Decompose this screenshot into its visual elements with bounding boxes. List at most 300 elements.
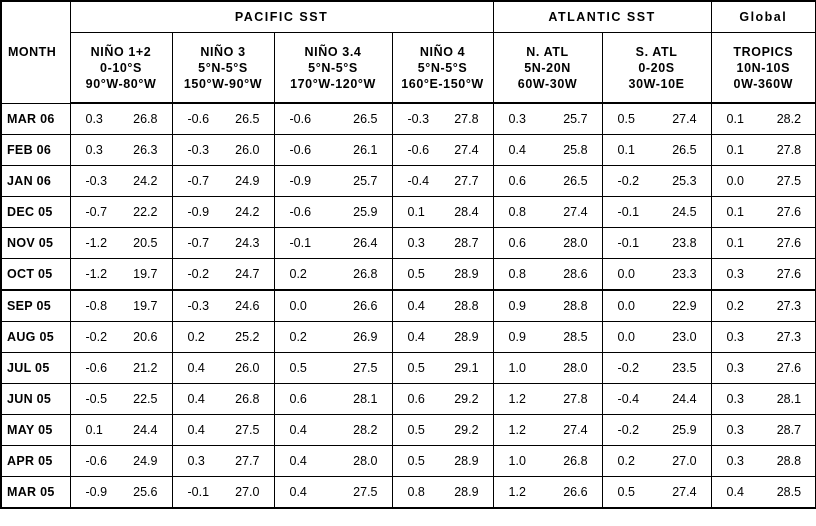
temperature-value: 19.7 xyxy=(133,267,158,281)
temperature-value: 25.8 xyxy=(563,143,588,157)
value-cell xyxy=(274,259,392,291)
temperature-value: 20.6 xyxy=(133,330,158,344)
temperature-value: 22.9 xyxy=(672,299,697,313)
temperature-value: 26.6 xyxy=(353,299,378,313)
value-cell xyxy=(493,477,602,509)
value-cell xyxy=(711,228,816,259)
temperature-value: 27.6 xyxy=(776,361,802,375)
anomaly-value: 1.0 xyxy=(508,454,526,468)
anomaly-value: 0.3 xyxy=(726,454,744,468)
value-cell xyxy=(392,446,493,477)
value-cell xyxy=(711,446,816,477)
value-cell xyxy=(172,290,274,322)
temperature-value: 27.5 xyxy=(776,174,802,188)
temperature-value: 23.8 xyxy=(672,236,697,250)
temperature-value: 28.9 xyxy=(454,485,479,499)
anomaly-value: -0.4 xyxy=(407,174,430,188)
value-cell xyxy=(392,103,493,135)
region-name: NIÑO 3.4 xyxy=(304,44,362,59)
anomaly-value: -0.1 xyxy=(617,236,640,250)
anomaly-value: 0.1 xyxy=(726,112,744,126)
anomaly-value: 0.1 xyxy=(726,205,744,219)
value-cell xyxy=(493,415,602,446)
temperature-value: 27.4 xyxy=(563,205,588,219)
anomaly-value: -0.6 xyxy=(187,112,210,126)
anomaly-value: 0.3 xyxy=(187,454,205,468)
anomaly-value: 0.6 xyxy=(407,392,425,406)
temperature-value: 27.8 xyxy=(776,143,802,157)
value-cell xyxy=(493,446,602,477)
value-cell xyxy=(274,384,392,415)
value-cell xyxy=(493,166,602,197)
anomaly-value: 0.1 xyxy=(617,143,635,157)
temperature-value: 26.5 xyxy=(563,174,588,188)
anomaly-value: 0.5 xyxy=(407,423,425,437)
value-cell xyxy=(493,259,602,291)
temperature-value: 26.9 xyxy=(353,330,378,344)
value-cell xyxy=(392,384,493,415)
table-row xyxy=(1,384,816,415)
month-cell: DEC 05 xyxy=(1,197,70,228)
anomaly-value: 0.4 xyxy=(187,392,205,406)
temperature-value: 24.4 xyxy=(672,392,697,406)
anomaly-value: -0.2 xyxy=(617,361,640,375)
anomaly-value: 0.5 xyxy=(407,361,425,375)
month-cell: MAY 05 xyxy=(1,415,70,446)
anomaly-value: -0.2 xyxy=(617,174,640,188)
temperature-value: 26.5 xyxy=(353,112,378,126)
anomaly-value: 0.0 xyxy=(617,299,635,313)
atlantic-sst-group-header: ATLANTIC SST xyxy=(493,1,711,33)
temperature-value: 28.1 xyxy=(776,392,802,406)
anomaly-value: 0.9 xyxy=(508,299,526,313)
anomaly-value: -0.2 xyxy=(187,267,210,281)
anomaly-value: 0.3 xyxy=(726,330,744,344)
temperature-value: 26.8 xyxy=(563,454,588,468)
anomaly-value: -0.6 xyxy=(289,205,312,219)
table-row xyxy=(1,353,816,384)
value-cell xyxy=(172,166,274,197)
region-header-nino34 xyxy=(274,33,392,104)
value-cell xyxy=(602,166,711,197)
value-cell xyxy=(70,135,172,166)
anomaly-value: -0.1 xyxy=(187,485,210,499)
temperature-value: 29.1 xyxy=(454,361,479,375)
temperature-value: 22.5 xyxy=(133,392,158,406)
value-cell xyxy=(392,259,493,291)
value-cell xyxy=(392,197,493,228)
temperature-value: 27.8 xyxy=(454,112,479,126)
value-cell xyxy=(493,290,602,322)
temperature-value: 27.0 xyxy=(235,485,260,499)
month-cell: FEB 06 xyxy=(1,135,70,166)
anomaly-value: -1.2 xyxy=(85,236,108,250)
value-cell xyxy=(274,322,392,353)
anomaly-value: 0.8 xyxy=(407,485,425,499)
anomaly-value: 0.4 xyxy=(289,485,307,499)
value-cell xyxy=(172,322,274,353)
month-cell: MAR 05 xyxy=(1,477,70,509)
anomaly-value: -1.2 xyxy=(85,267,108,281)
region-lon: 0W-360W xyxy=(733,76,794,91)
temperature-value: 28.8 xyxy=(563,299,588,313)
temperature-value: 29.2 xyxy=(454,392,479,406)
temperature-value: 26.4 xyxy=(353,236,378,250)
temperature-value: 27.8 xyxy=(563,392,588,406)
value-cell xyxy=(70,290,172,322)
region-lat: 0-10°S xyxy=(100,60,142,75)
table-row xyxy=(1,228,816,259)
value-cell xyxy=(493,135,602,166)
value-cell xyxy=(711,477,816,509)
value-cell xyxy=(602,290,711,322)
value-cell xyxy=(70,166,172,197)
value-cell xyxy=(172,103,274,135)
temperature-value: 28.2 xyxy=(776,112,802,126)
value-cell xyxy=(274,477,392,509)
anomaly-value: 0.3 xyxy=(85,143,103,157)
region-lat: 5°N-5°S xyxy=(308,60,358,75)
anomaly-value: 0.3 xyxy=(726,361,744,375)
group-header-row xyxy=(1,1,816,33)
table-row xyxy=(1,135,816,166)
temperature-value: 27.3 xyxy=(776,330,802,344)
table-row xyxy=(1,322,816,353)
anomaly-value: 0.5 xyxy=(407,454,425,468)
value-cell xyxy=(602,477,711,509)
anomaly-value: -0.9 xyxy=(187,205,210,219)
value-cell xyxy=(274,290,392,322)
value-cell xyxy=(172,446,274,477)
value-cell xyxy=(711,135,816,166)
anomaly-value: 0.9 xyxy=(508,330,526,344)
temperature-value: 25.9 xyxy=(353,205,378,219)
value-cell xyxy=(172,228,274,259)
anomaly-value: -0.3 xyxy=(187,299,210,313)
region-lat: 5°N-5°S xyxy=(198,60,248,75)
temperature-value: 27.7 xyxy=(454,174,479,188)
temperature-value: 26.5 xyxy=(672,143,697,157)
value-cell xyxy=(70,353,172,384)
temperature-value: 25.7 xyxy=(563,112,588,126)
anomaly-value: 0.5 xyxy=(407,267,425,281)
value-cell xyxy=(602,415,711,446)
anomaly-value: 0.0 xyxy=(289,299,307,313)
value-cell xyxy=(602,135,711,166)
anomaly-value: -0.3 xyxy=(187,143,210,157)
temperature-value: 24.5 xyxy=(672,205,697,219)
anomaly-value: -0.2 xyxy=(85,330,108,344)
pacific-sst-group-header: PACIFIC SST xyxy=(70,1,493,33)
anomaly-value: 0.8 xyxy=(508,267,526,281)
temperature-value: 27.6 xyxy=(776,236,802,250)
anomaly-value: -0.9 xyxy=(85,485,108,499)
anomaly-value: 0.5 xyxy=(617,112,635,126)
table-row xyxy=(1,477,816,509)
temperature-value: 26.8 xyxy=(133,112,158,126)
anomaly-value: 0.1 xyxy=(726,236,744,250)
temperature-value: 26.0 xyxy=(235,143,260,157)
global-group-header: Global xyxy=(711,1,816,33)
value-cell xyxy=(274,197,392,228)
month-column-header: MONTH xyxy=(1,1,70,103)
value-cell xyxy=(493,103,602,135)
anomaly-value: 0.4 xyxy=(187,423,205,437)
region-lon: 160°E-150°W xyxy=(401,76,484,91)
temperature-value: 25.6 xyxy=(133,485,158,499)
value-cell xyxy=(70,259,172,291)
anomaly-value: 0.2 xyxy=(726,299,744,313)
anomaly-value: 0.8 xyxy=(508,205,526,219)
temperature-value: 28.5 xyxy=(776,485,802,499)
month-cell: JUN 05 xyxy=(1,384,70,415)
value-cell xyxy=(392,477,493,509)
anomaly-value: 0.3 xyxy=(85,112,103,126)
value-cell xyxy=(70,197,172,228)
temperature-value: 28.0 xyxy=(353,454,378,468)
region-name: NIÑO 4 xyxy=(419,44,466,59)
temperature-value: 28.8 xyxy=(776,454,802,468)
value-cell xyxy=(711,415,816,446)
table-row xyxy=(1,290,816,322)
value-cell xyxy=(70,384,172,415)
region-name: N. ATL xyxy=(526,44,569,59)
anomaly-value: 0.1 xyxy=(726,143,744,157)
anomaly-value: 0.3 xyxy=(407,236,425,250)
region-lon: 30W-10E xyxy=(628,76,685,91)
anomaly-value: -0.2 xyxy=(617,423,640,437)
value-cell xyxy=(172,135,274,166)
anomaly-value: 1.2 xyxy=(508,485,526,499)
value-cell xyxy=(70,477,172,509)
table-row xyxy=(1,103,816,135)
value-cell xyxy=(711,103,816,135)
value-cell xyxy=(274,228,392,259)
region-header-row xyxy=(1,33,816,104)
table-row xyxy=(1,415,816,446)
value-cell xyxy=(70,322,172,353)
temperature-value: 23.5 xyxy=(672,361,697,375)
value-cell xyxy=(274,353,392,384)
value-cell xyxy=(70,446,172,477)
temperature-value: 26.5 xyxy=(235,112,260,126)
anomaly-value: 1.0 xyxy=(508,361,526,375)
month-cell: AUG 05 xyxy=(1,322,70,353)
value-cell xyxy=(70,103,172,135)
region-lon: 90°W-80°W xyxy=(85,76,157,91)
temperature-value: 26.0 xyxy=(235,361,260,375)
value-cell xyxy=(70,228,172,259)
anomaly-value: 0.4 xyxy=(407,330,425,344)
anomaly-value: 0.4 xyxy=(508,143,526,157)
anomaly-value: -0.6 xyxy=(85,361,108,375)
value-cell xyxy=(172,415,274,446)
temperature-value: 28.9 xyxy=(454,267,479,281)
value-cell xyxy=(274,446,392,477)
anomaly-value: -0.8 xyxy=(85,299,108,313)
value-cell xyxy=(172,384,274,415)
temperature-value: 25.3 xyxy=(672,174,697,188)
temperature-value: 27.4 xyxy=(672,112,697,126)
temperature-value: 28.9 xyxy=(454,454,479,468)
temperature-value: 24.6 xyxy=(235,299,260,313)
value-cell xyxy=(711,166,816,197)
region-name: NIÑO 1+2 xyxy=(90,44,152,59)
value-cell xyxy=(602,197,711,228)
anomaly-value: 0.2 xyxy=(187,330,205,344)
region-lon: 150°W-90°W xyxy=(183,76,263,91)
temperature-value: 25.9 xyxy=(672,423,697,437)
temperature-value: 26.6 xyxy=(563,485,588,499)
value-cell xyxy=(602,384,711,415)
value-cell xyxy=(602,228,711,259)
temperature-value: 26.8 xyxy=(353,267,378,281)
value-cell xyxy=(392,353,493,384)
anomaly-value: 0.6 xyxy=(289,392,307,406)
value-cell xyxy=(493,384,602,415)
region-header-tropics xyxy=(711,33,816,104)
anomaly-value: 0.4 xyxy=(407,299,425,313)
temperature-value: 22.2 xyxy=(133,205,158,219)
temperature-value: 24.2 xyxy=(133,174,158,188)
region-name: TROPICS xyxy=(733,44,794,59)
value-cell xyxy=(493,197,602,228)
temperature-value: 28.5 xyxy=(563,330,588,344)
temperature-value: 28.4 xyxy=(454,205,479,219)
table-row xyxy=(1,259,816,291)
anomaly-value: -0.6 xyxy=(289,112,312,126)
month-cell: JUL 05 xyxy=(1,353,70,384)
region-lat: 5N-20N xyxy=(524,60,571,75)
temperature-value: 27.3 xyxy=(776,299,802,313)
temperature-value: 23.0 xyxy=(672,330,697,344)
temperature-value: 21.2 xyxy=(133,361,158,375)
value-cell xyxy=(493,353,602,384)
anomaly-value: -0.6 xyxy=(85,454,108,468)
temperature-value: 28.8 xyxy=(454,299,479,313)
temperature-value: 25.2 xyxy=(235,330,260,344)
value-cell xyxy=(711,259,816,291)
value-cell xyxy=(493,322,602,353)
anomaly-value: 0.0 xyxy=(726,174,744,188)
anomaly-value: -0.7 xyxy=(187,174,210,188)
anomaly-value: -0.9 xyxy=(289,174,312,188)
temperature-value: 27.6 xyxy=(776,205,802,219)
value-cell xyxy=(493,228,602,259)
value-cell xyxy=(711,197,816,228)
temperature-value: 26.3 xyxy=(133,143,158,157)
temperature-value: 27.4 xyxy=(672,485,697,499)
temperature-value: 25.7 xyxy=(353,174,378,188)
anomaly-value: -0.5 xyxy=(85,392,108,406)
month-cell: SEP 05 xyxy=(1,290,70,322)
anomaly-value: 0.4 xyxy=(289,423,307,437)
anomaly-value: 0.3 xyxy=(726,267,744,281)
temperature-value: 23.3 xyxy=(672,267,697,281)
value-cell xyxy=(172,353,274,384)
month-cell: JAN 06 xyxy=(1,166,70,197)
anomaly-value: 0.4 xyxy=(187,361,205,375)
temperature-value: 26.8 xyxy=(235,392,260,406)
temperature-value: 29.2 xyxy=(454,423,479,437)
table-row xyxy=(1,197,816,228)
anomaly-value: 0.3 xyxy=(508,112,526,126)
value-cell xyxy=(602,446,711,477)
value-cell xyxy=(392,322,493,353)
anomaly-value: 0.5 xyxy=(289,361,307,375)
month-cell: MAR 06 xyxy=(1,103,70,135)
value-cell xyxy=(172,197,274,228)
anomaly-value: -0.7 xyxy=(187,236,210,250)
anomaly-value: 1.2 xyxy=(508,423,526,437)
region-lat: 5°N-5°S xyxy=(417,60,468,75)
region-header-nino4 xyxy=(392,33,493,104)
temperature-value: 28.9 xyxy=(454,330,479,344)
value-cell xyxy=(602,353,711,384)
value-cell xyxy=(602,259,711,291)
value-cell xyxy=(172,477,274,509)
region-name: S. ATL xyxy=(635,44,678,59)
value-cell xyxy=(711,353,816,384)
temperature-value: 27.6 xyxy=(776,267,802,281)
temperature-value: 27.0 xyxy=(672,454,697,468)
anomaly-value: 0.6 xyxy=(508,236,526,250)
temperature-value: 24.4 xyxy=(133,423,158,437)
temperature-value: 28.1 xyxy=(353,392,378,406)
anomaly-value: 0.0 xyxy=(617,330,635,344)
month-cell: NOV 05 xyxy=(1,228,70,259)
region-lat: 10N-10S xyxy=(736,60,791,75)
temperature-value: 24.7 xyxy=(235,267,260,281)
value-cell xyxy=(172,259,274,291)
value-cell xyxy=(392,228,493,259)
temperature-value: 27.5 xyxy=(235,423,260,437)
value-cell xyxy=(602,322,711,353)
temperature-value: 27.5 xyxy=(353,361,378,375)
value-cell xyxy=(392,135,493,166)
anomaly-value: -0.6 xyxy=(289,143,312,157)
anomaly-value: 0.4 xyxy=(726,485,744,499)
value-cell xyxy=(274,135,392,166)
region-lon: 60W-30W xyxy=(517,76,578,91)
temperature-value: 20.5 xyxy=(133,236,158,250)
region-name: NIÑO 3 xyxy=(200,44,246,59)
region-header-s-atl xyxy=(602,33,711,104)
temperature-value: 28.2 xyxy=(353,423,378,437)
anomaly-value: 0.3 xyxy=(726,423,744,437)
temperature-value: 28.0 xyxy=(563,361,588,375)
anomaly-value: 0.1 xyxy=(407,205,425,219)
temperature-value: 27.4 xyxy=(454,143,479,157)
value-cell xyxy=(711,322,816,353)
temperature-value: 27.4 xyxy=(563,423,588,437)
value-cell xyxy=(392,166,493,197)
anomaly-value: 0.2 xyxy=(617,454,635,468)
temperature-value: 19.7 xyxy=(133,299,158,313)
region-header-n-atl xyxy=(493,33,602,104)
region-lon: 170°W-120°W xyxy=(290,76,376,91)
table-row xyxy=(1,446,816,477)
temperature-value: 28.0 xyxy=(563,236,588,250)
anomaly-value: -0.7 xyxy=(85,205,108,219)
anomaly-value: -0.1 xyxy=(289,236,312,250)
anomaly-value: -0.4 xyxy=(617,392,640,406)
anomaly-value: 0.4 xyxy=(289,454,307,468)
temperature-value: 24.2 xyxy=(235,205,260,219)
region-lat: 0-20S xyxy=(638,60,675,75)
temperature-value: 28.6 xyxy=(563,267,588,281)
value-cell xyxy=(70,415,172,446)
